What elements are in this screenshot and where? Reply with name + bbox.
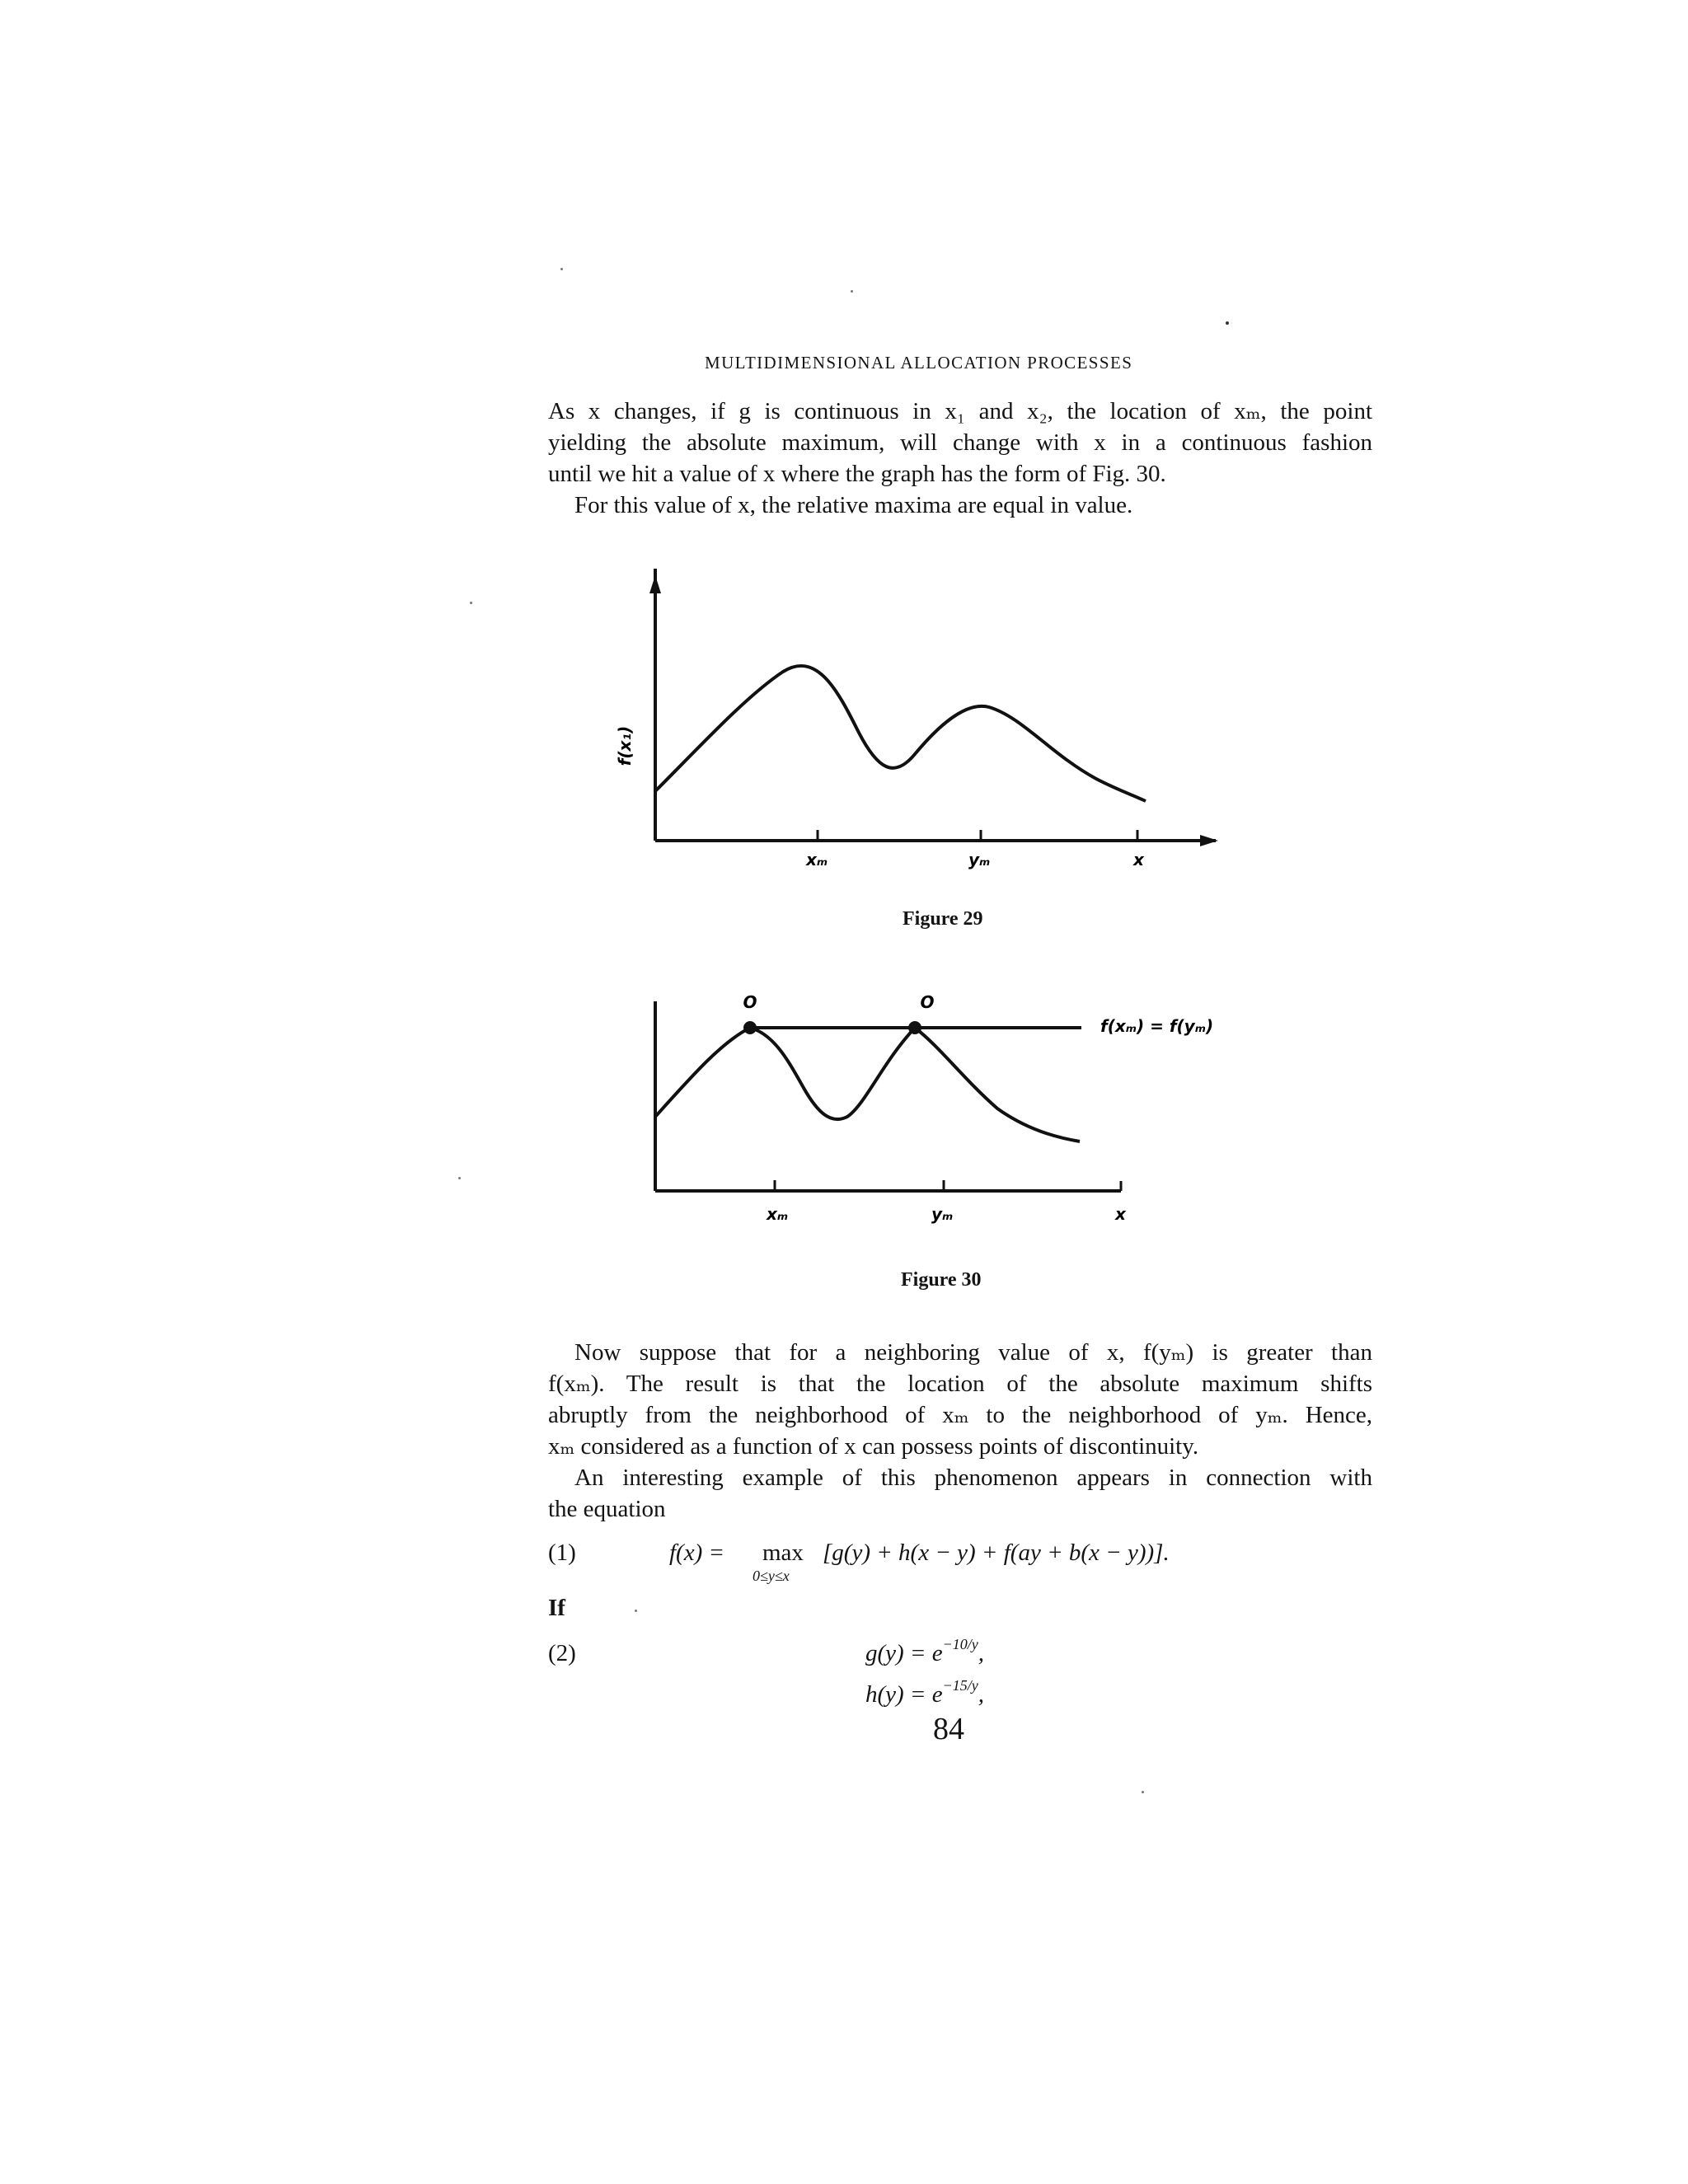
text-line: yielding the absolute maximum, will change with x in a continuous fashion	[548, 429, 1372, 456]
annotation-equal-maxima: f(xₘ) = f(yₘ)	[1100, 1016, 1214, 1036]
running-head: MULTIDIMENSIONAL ALLOCATION PROCESSES	[705, 353, 1133, 373]
page-number: 84	[933, 1712, 964, 1746]
figure-30-graph	[643, 985, 1385, 1232]
point-label: O	[743, 992, 757, 1012]
figure-29-caption: Figure 29	[903, 908, 983, 930]
scan-speck	[1142, 1791, 1144, 1793]
text-line: For this value of x, the relative maxima are equal in value.	[574, 492, 1133, 518]
text-line: the equation	[548, 1496, 666, 1522]
point-label: O	[920, 992, 935, 1012]
maximum-point-xm	[743, 1021, 757, 1034]
equation-1-range: 0≤y≤x	[753, 1568, 790, 1584]
equation-1-operator: max	[762, 1540, 804, 1566]
tick-label-xm: xₘ	[767, 1204, 789, 1224]
text-line: f(xₘ). The result is that the location of the absolute maximum shifts	[548, 1371, 1372, 1397]
scan-speck	[560, 268, 563, 270]
tick-label-x: x	[1115, 1204, 1126, 1224]
tick-label-ym: yₘ	[968, 850, 991, 869]
text-line: abruptly from the neighborhood of xₘ to the neighborhood of yₘ. Hence,	[548, 1402, 1372, 1428]
text-line: xₘ considered as a function of x can possess points of discontinuity.	[548, 1433, 1199, 1460]
equation-number-1: (1)	[548, 1540, 576, 1566]
figure-30-caption: Figure 30	[901, 1269, 982, 1291]
tick-label-ym: yₘ	[931, 1204, 954, 1224]
scan-speck	[635, 1610, 637, 1612]
maximum-point-ym	[908, 1021, 921, 1034]
tick-label-xm: xₘ	[806, 850, 828, 869]
paragraph-intro	[548, 396, 1372, 521]
scan-speck	[458, 1177, 461, 1179]
text-line: An interesting example of this phenomenon appears in connection with	[574, 1465, 1372, 1491]
text-line: As x changes, if g is continuous in x₁ and x₂, the location of xₘ, the point	[548, 398, 1372, 424]
scan-speck	[470, 602, 472, 604]
y-axis-arrow-icon	[649, 575, 661, 593]
tick-label-x: x	[1133, 850, 1144, 869]
paragraph-discontinuity	[548, 1337, 1372, 1525]
y-axis-label: f(x₁)	[615, 725, 635, 766]
equation-1-rhs: [g(y) + h(x − y) + f(ay + b(x − y))].	[823, 1540, 1170, 1566]
equation-number-2: (2)	[548, 1640, 576, 1666]
text-line: Now suppose that for a neighboring value of x, f(yₘ) is greater than	[574, 1339, 1372, 1366]
equation-2-line-1: $g(y) = e^{-10/y}$,	[865, 1636, 985, 1666]
if-word: If	[548, 1595, 565, 1621]
curve-f	[655, 666, 1146, 801]
scan-speck	[1226, 321, 1229, 325]
x-axis-arrow-icon	[1200, 835, 1218, 846]
figure-29-graph	[602, 569, 1236, 882]
equation-2-line-2: $h(y) = e^{-15/y}$,	[865, 1677, 985, 1708]
curve-f	[655, 1028, 1080, 1141]
scan-speck	[851, 290, 853, 293]
text-line: until we hit a value of x where the graph has the form of Fig. 30.	[548, 461, 1166, 487]
equation-1-lhs: f(x) =	[669, 1540, 725, 1566]
